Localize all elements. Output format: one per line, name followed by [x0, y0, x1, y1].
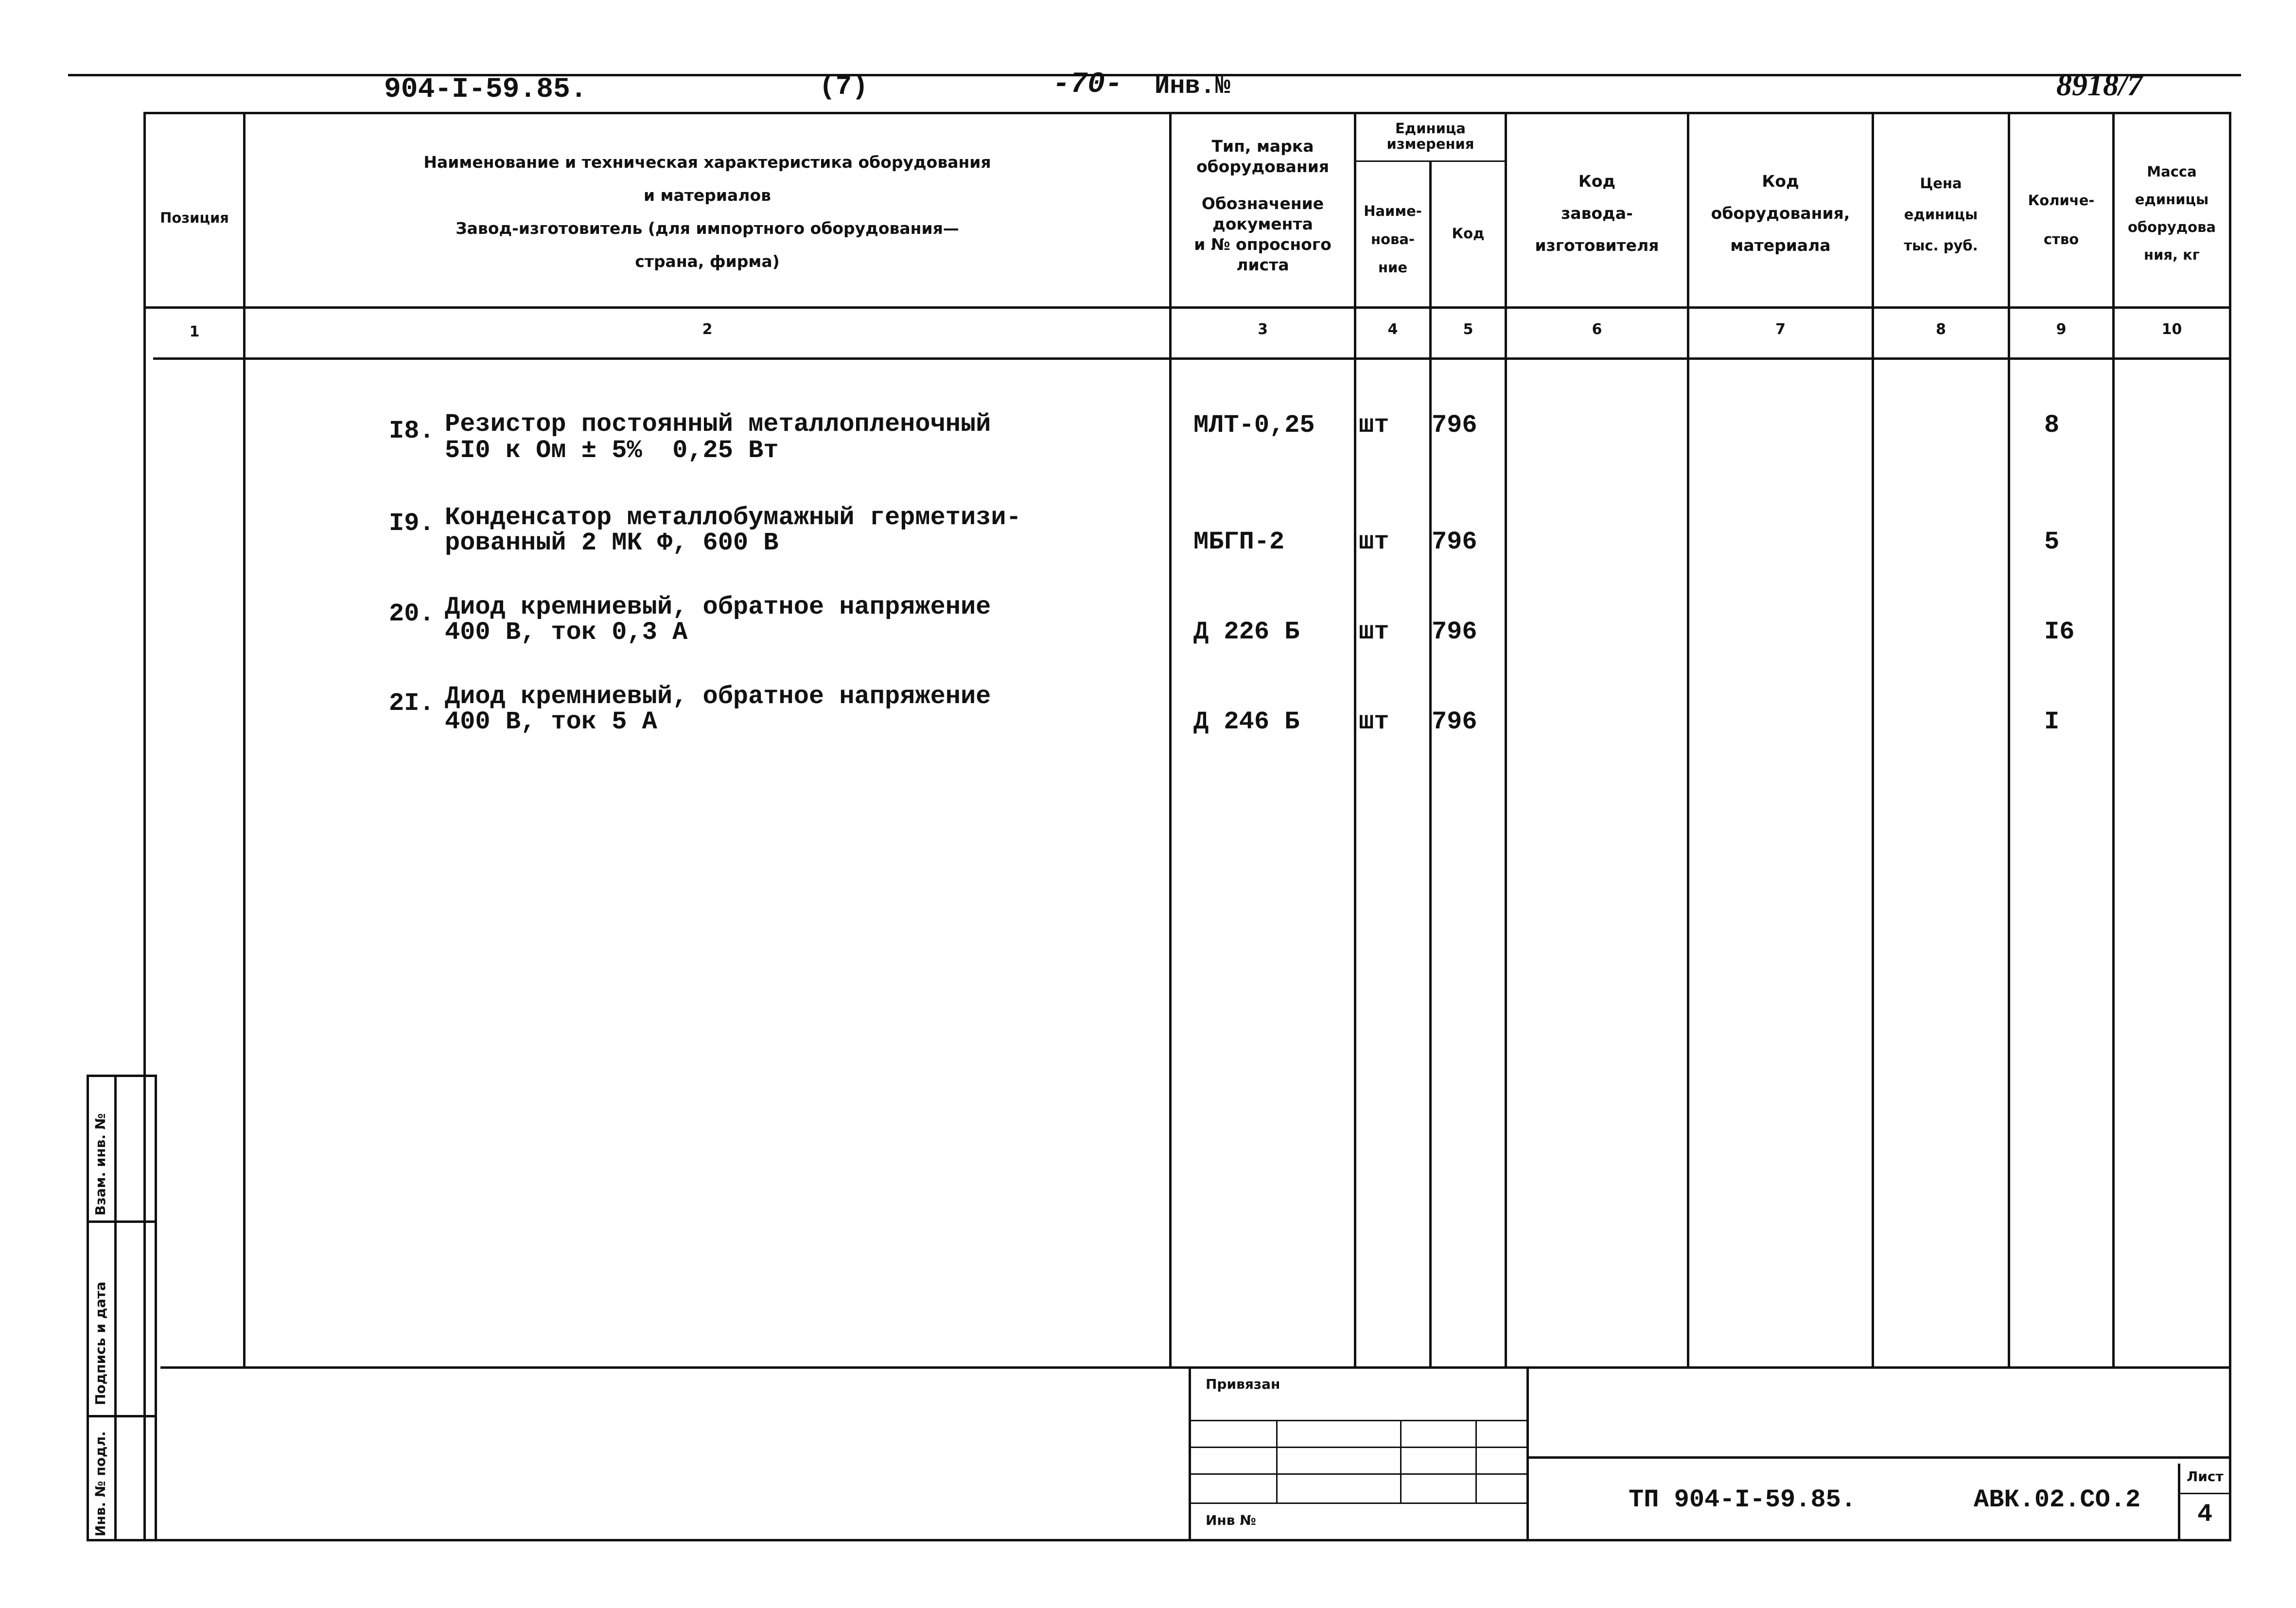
header-equipment-code: Код оборудования, материала [1711, 172, 1850, 255]
col-number-8: 8 [1936, 321, 1946, 338]
table-row-name-line: Диод кремниевый, обратное напряжение [445, 682, 991, 711]
col-number-6: 6 [1592, 321, 1602, 338]
title-block-attached-label: Привязан [1206, 1376, 1280, 1392]
side-stamp-signature-date: Подпись и дата [92, 1281, 108, 1405]
table-row-quantity: I6 [2044, 618, 2075, 646]
table-row-unit: шт [1359, 528, 1389, 556]
header-factory-code: Код завода- изготовителя [1535, 172, 1659, 255]
col-number-10: 10 [2161, 321, 2182, 338]
title-block-sheet-number: 4 [2197, 1500, 2213, 1529]
header-quantity: Количе- ство [2028, 192, 2095, 247]
table-row-position: I9. [389, 509, 435, 538]
table-row-unit: шт [1359, 618, 1389, 646]
header-unit-group: Единица измерения [1386, 120, 1474, 152]
top-bracket-number: (7) [819, 71, 868, 102]
table-row-quantity: 8 [2044, 411, 2060, 440]
top-inv-label: Инв.№ [1155, 72, 1231, 101]
col-number-2: 2 [702, 321, 713, 338]
top-doc-code: 904-I-59.85. [384, 74, 587, 106]
header-unit-code: Код [1452, 225, 1485, 242]
table-row-name-line: 400 В, ток 0,3 А [445, 618, 688, 647]
table-row-name-line: 400 В, ток 5 А [445, 707, 657, 736]
table-row-quantity: 5 [2044, 528, 2060, 556]
table-row-code: 796 [1432, 528, 1477, 556]
title-block-doc-code: ТП 904-I-59.85. [1629, 1485, 1857, 1514]
col-number-3: 3 [1258, 321, 1268, 338]
header-mass: Масса единицы оборудова ния, кг [2127, 163, 2216, 263]
header-position: Позиция [160, 210, 229, 226]
header-price: Цена единицы тыс. руб. [1904, 175, 1978, 254]
side-stamp-original-inv: Инв. № подл. [92, 1431, 108, 1537]
col-number-5: 5 [1463, 321, 1473, 338]
table-row-position: I8. [389, 417, 435, 445]
header-unit-name: Наиме- нова- ние [1364, 203, 1422, 276]
title-block-doc-mark: АВК.02.СО.2 [1974, 1485, 2141, 1514]
table-row-quantity: I [2044, 707, 2060, 736]
col-number-4: 4 [1387, 321, 1398, 338]
table-row-position: 2I. [389, 689, 435, 718]
col-number-1: 1 [189, 323, 200, 340]
table-row-name-line: Резистор постоянный металлопленочный [445, 410, 991, 439]
table-row-name-line: рованный 2 МК Ф, 600 В [445, 529, 779, 557]
table-row-name-line: 5I0 к Ом ± 5% 0,25 Вт [445, 436, 779, 465]
table-row-type: МБГП-2 [1193, 528, 1285, 556]
title-block-sheet-label: Лист [2187, 1468, 2224, 1484]
table-row-code: 796 [1432, 411, 1477, 440]
top-page-mark: -70- [1052, 68, 1123, 101]
header-type: Тип, марка оборудования Обозначение документа и № опросного листа [1194, 137, 1332, 274]
title-block-inv-label: Инв № [1206, 1512, 1256, 1528]
table-row-type: МЛТ-0,25 [1193, 411, 1315, 440]
table-row-name-line: Конденсатор металлобумажный герметизи- [445, 503, 1021, 532]
table-row-type: Д 226 Б [1193, 618, 1300, 646]
side-stamp-replacement-inv: Взам. инв. № [92, 1113, 108, 1216]
table-row-position: 20. [389, 600, 435, 628]
header-name: Наименование и техническая характеристика оборудования и материалов Завод-изготовитель (для импортного оборудования— страна, фирма) [423, 153, 991, 271]
col-number-7: 7 [1775, 321, 1786, 338]
table-row-code: 796 [1432, 707, 1477, 736]
table-row-unit: шт [1359, 707, 1389, 736]
col-number-9: 9 [2056, 321, 2067, 338]
table-row-unit: шт [1359, 411, 1389, 440]
table-row-name-line: Диод кремниевый, обратное напряжение [445, 593, 991, 621]
table-row-type: Д 246 Б [1193, 707, 1300, 736]
top-inv-number: 8918/7 [2056, 68, 2143, 102]
table-row-code: 796 [1432, 618, 1477, 646]
